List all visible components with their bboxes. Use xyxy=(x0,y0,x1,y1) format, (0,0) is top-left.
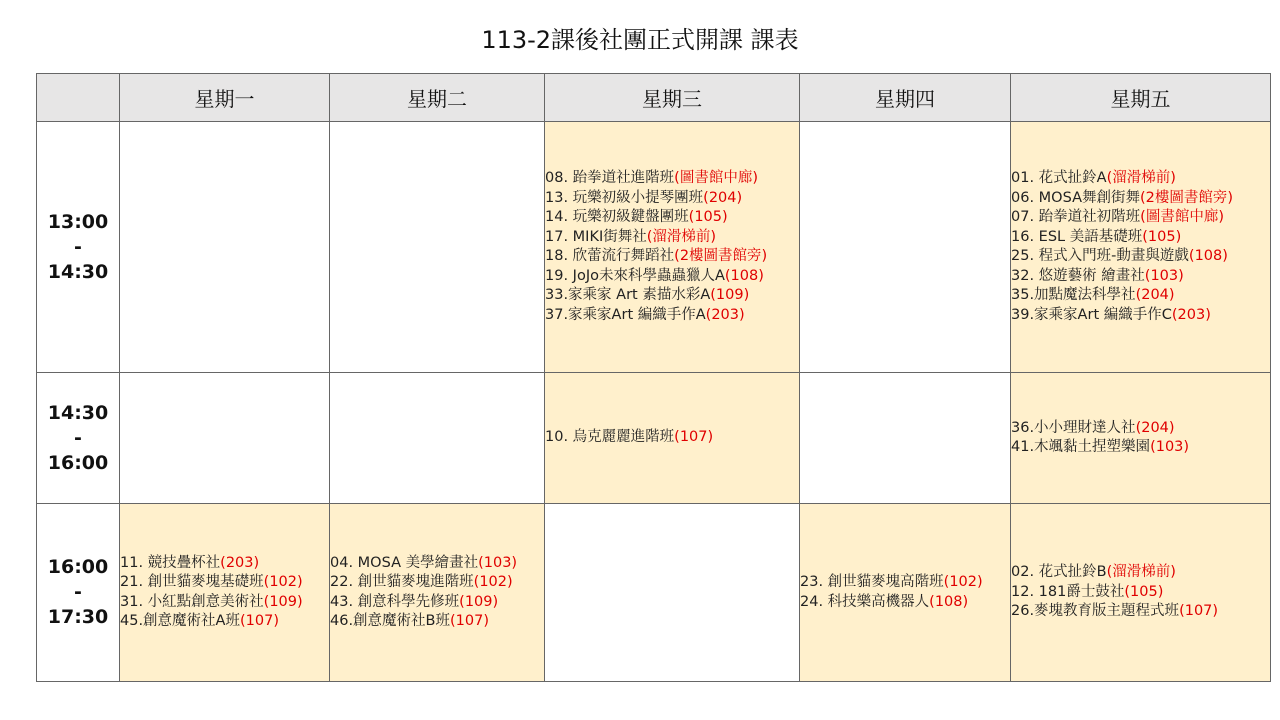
club-room: (109) xyxy=(710,287,750,303)
club-entry xyxy=(1011,602,1270,622)
club-room: (107) xyxy=(674,429,714,446)
club-entry xyxy=(800,593,1010,613)
club-room: (203) xyxy=(1171,306,1211,323)
club-room: (溜滑梯前) xyxy=(1106,564,1176,581)
time-text: 17:30 xyxy=(47,606,109,628)
cell-friday xyxy=(1011,504,1271,682)
club-room: (2樓圖書館旁) xyxy=(1140,189,1234,206)
cell-wednesday xyxy=(545,504,800,682)
header-thursday: 星期四 xyxy=(800,74,1011,122)
club-entry xyxy=(545,286,799,306)
club-entry xyxy=(1011,228,1270,248)
cell-monday xyxy=(120,504,330,682)
club-name: 22. 創世貓麥塊進階班 xyxy=(330,574,474,590)
club-name: 08. 跆拳道社進階班 xyxy=(545,170,675,186)
club-room: (107) xyxy=(1179,603,1219,620)
club-name: 26.麥塊教育版主題程式班 xyxy=(1011,603,1180,620)
club-name: 01. 花式扯鈴A xyxy=(1011,170,1107,186)
club-entry xyxy=(545,208,799,228)
club-entry xyxy=(1011,208,1270,228)
club-entry xyxy=(1011,169,1270,189)
club-name: 32. 悠遊藝術 繪畫社 xyxy=(1011,267,1145,284)
club-room: (102) xyxy=(943,574,983,590)
club-room: (108) xyxy=(724,267,764,284)
header-tuesday: 星期二 xyxy=(330,74,545,122)
club-entry xyxy=(1011,583,1270,603)
club-name: 25. 程式入門班-動畫與遊戲 xyxy=(1011,248,1189,264)
club-entry xyxy=(1011,286,1270,306)
club-name: 43. 創意科學先修班 xyxy=(330,593,460,610)
club-entry xyxy=(545,428,799,448)
cell-tuesday xyxy=(330,504,545,682)
club-name: 46.創意魔術社B班 xyxy=(330,613,451,629)
time-text: 13:00 xyxy=(47,210,109,233)
club-room: (108) xyxy=(1188,248,1228,264)
time-slot-row xyxy=(37,504,1271,682)
time-slot-row xyxy=(37,122,1271,373)
club-room: (溜滑梯前) xyxy=(646,228,717,245)
club-name: 24. 科技樂高機器人 xyxy=(800,593,930,610)
club-room: (105) xyxy=(1124,583,1164,600)
club-entry xyxy=(1011,306,1270,326)
cell-wednesday xyxy=(545,122,800,373)
club-room: (204) xyxy=(1135,287,1175,303)
club-entry xyxy=(545,169,799,189)
header-corner xyxy=(37,74,120,122)
club-name: 36.小小理財達人社 xyxy=(1011,419,1136,436)
cell-thursday xyxy=(800,504,1011,682)
cell-friday xyxy=(1011,373,1271,504)
time-text: 16:00 xyxy=(47,556,109,578)
club-name: 18. 欣蕾流行舞蹈社 xyxy=(545,248,675,264)
club-name: 35.加點魔法科學社 xyxy=(1011,287,1136,303)
club-entry xyxy=(1011,438,1270,458)
club-name: 11. 競技疊杯社 xyxy=(120,554,221,571)
club-entry xyxy=(120,612,329,632)
club-name: 39.家乘家Art 編織手作C xyxy=(1011,306,1172,323)
club-entry xyxy=(120,573,329,593)
club-room: (圖書館中廊) xyxy=(1140,209,1224,225)
club-room: (204) xyxy=(1135,419,1175,436)
time-text: - xyxy=(74,581,82,603)
club-room: (103) xyxy=(1144,267,1184,284)
club-room: (102) xyxy=(473,574,513,590)
cell-monday xyxy=(120,122,330,373)
club-room: (圖書館中廊) xyxy=(674,170,758,186)
club-name: 31. 小紅點創意美術社 xyxy=(120,593,264,610)
club-name: 33.家乘家 Art 素描水彩A xyxy=(545,287,711,303)
time-text: - xyxy=(74,235,82,258)
schedule-table xyxy=(36,73,1271,682)
time-text: 16:00 xyxy=(47,451,109,474)
cell-thursday xyxy=(800,122,1011,373)
club-name: 19. JoJo未來科學蟲蟲獵人A xyxy=(545,267,725,284)
cell-monday xyxy=(120,373,330,504)
club-entry xyxy=(120,593,329,613)
cell-thursday xyxy=(800,373,1011,504)
club-name: 41.木颯黏土捏塑樂園 xyxy=(1011,439,1151,455)
time-slot-label xyxy=(37,504,120,682)
club-entry xyxy=(330,573,544,593)
club-entry xyxy=(545,247,799,267)
club-entry xyxy=(545,306,799,326)
header-row xyxy=(37,74,1271,122)
club-entry xyxy=(1011,247,1270,267)
club-room: (105) xyxy=(1142,228,1182,245)
club-name: 45.創意魔術社A班 xyxy=(120,613,240,629)
club-name: 16. ESL 美語基礎班 xyxy=(1011,228,1143,245)
club-room: (2樓圖書館旁) xyxy=(674,248,768,264)
club-entry xyxy=(1011,267,1270,287)
club-name: 37.家乘家Art 編織手作A xyxy=(545,306,706,323)
club-name: 10. 烏克麗麗進階班 xyxy=(545,429,675,446)
club-name: 21. 創世貓麥塊基礎班 xyxy=(120,574,264,590)
club-name: 07. 跆拳道社初階班 xyxy=(1011,209,1141,225)
cell-tuesday xyxy=(330,122,545,373)
club-name: 23. 創世貓麥塊高階班 xyxy=(800,574,944,590)
club-entry xyxy=(545,228,799,248)
club-entry xyxy=(330,554,544,574)
club-room: (溜滑梯前) xyxy=(1106,170,1176,186)
club-entry xyxy=(1011,563,1270,583)
club-room: (107) xyxy=(450,613,490,629)
club-entry xyxy=(120,554,329,574)
club-entry xyxy=(330,593,544,613)
club-name: 13. 玩樂初級小提琴團班 xyxy=(545,189,704,206)
club-name: 12. 181爵士鼓社 xyxy=(1011,583,1125,600)
club-room: (203) xyxy=(705,306,745,323)
club-room: (204) xyxy=(703,189,743,206)
club-entry xyxy=(330,612,544,632)
club-name: 17. MIKI街舞社 xyxy=(545,228,647,245)
club-room: (108) xyxy=(929,593,969,610)
time-slot-label xyxy=(37,122,120,373)
club-name: 02. 花式扯鈴B xyxy=(1011,564,1107,581)
club-room: (203) xyxy=(220,554,260,571)
club-room: (103) xyxy=(478,554,518,571)
cell-tuesday xyxy=(330,373,545,504)
club-entry xyxy=(1011,189,1270,209)
club-room: (105) xyxy=(688,209,728,225)
time-text: - xyxy=(74,426,82,449)
header-wednesday: 星期三 xyxy=(545,74,800,122)
club-room: (102) xyxy=(263,574,303,590)
header-friday: 星期五 xyxy=(1011,74,1271,122)
time-text: 14:30 xyxy=(47,401,109,424)
club-room: (109) xyxy=(459,593,499,610)
club-room: (103) xyxy=(1150,439,1190,455)
time-slot-label xyxy=(37,373,120,504)
club-room: (107) xyxy=(239,613,279,629)
club-name: 04. MOSA 美學繪畫社 xyxy=(330,554,479,571)
club-name: 06. MOSA舞創街舞 xyxy=(1011,189,1140,206)
club-entry xyxy=(800,573,1010,593)
club-name: 14. 玩樂初級鍵盤團班 xyxy=(545,209,689,225)
club-entry xyxy=(545,189,799,209)
cell-friday xyxy=(1011,122,1271,373)
cell-wednesday xyxy=(545,373,800,504)
time-slot-row xyxy=(37,373,1271,504)
club-entry xyxy=(545,267,799,287)
club-room: (109) xyxy=(263,593,303,610)
time-text: 14:30 xyxy=(47,260,109,283)
club-entry xyxy=(1011,419,1270,439)
page-title: 113-2課後社團正式開課 課表 xyxy=(481,26,799,54)
header-monday: 星期一 xyxy=(120,74,330,122)
